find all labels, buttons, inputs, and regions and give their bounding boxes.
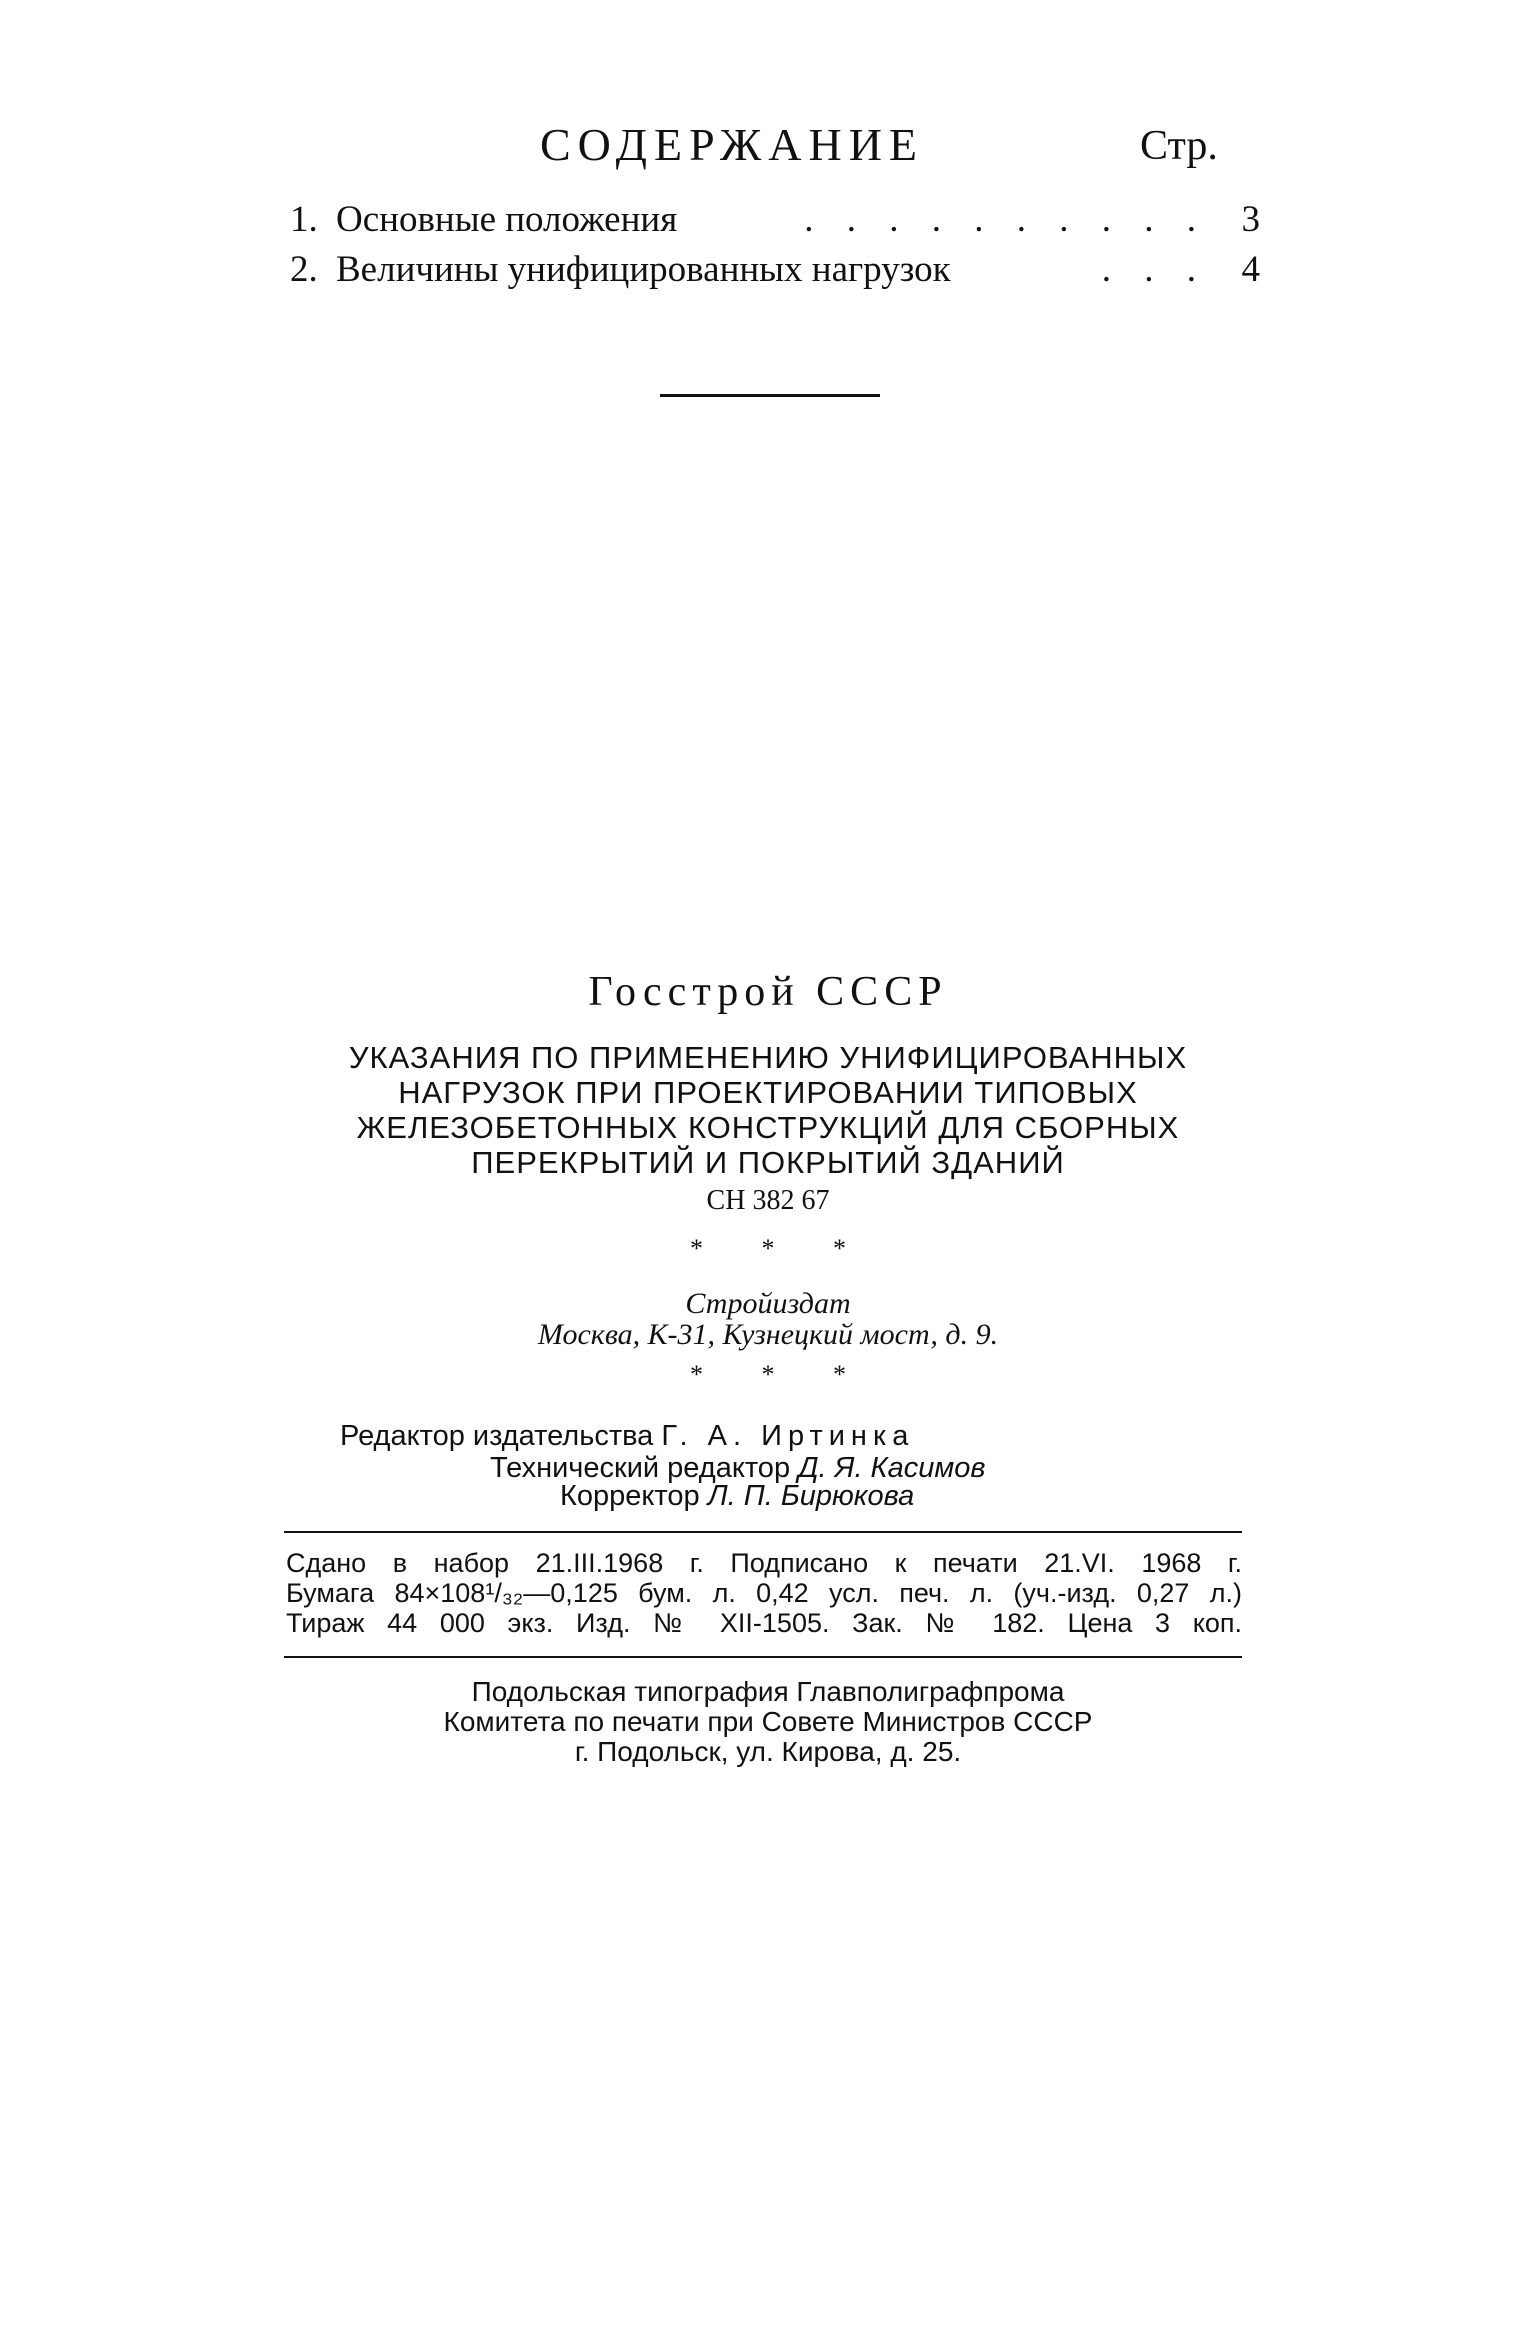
toc-entry-page: 3: [1241, 199, 1260, 240]
production-line: Тираж 44 000 экз. Изд. № XII-1505. Зак. № 182. Цена 3 коп.: [286, 1608, 1242, 1638]
document-title-line: ЖЕЛЕЗОБЕТОННЫХ КОНСТРУКЦИЙ ДЛЯ СБОРНЫХ: [356, 1110, 1180, 1145]
document-title: [0, 1040, 1536, 1180]
horizontal-rule: [284, 1656, 1242, 1658]
credit-name: Л. П. Бирюкова: [707, 1480, 915, 1512]
credit-name: Г. А. Иртинка: [661, 1420, 915, 1452]
toc-entry-number: 1.: [290, 199, 318, 240]
toc-entry-page: 4: [1241, 249, 1260, 290]
printer-line: г. Подольск, ул. Кирова, д. 25.: [574, 1736, 962, 1767]
toc-entry-number: 2.: [290, 249, 318, 290]
toc-entry[interactable]: [290, 248, 1260, 296]
contents-page-column-header: Стр.: [1140, 123, 1218, 169]
publisher-name: Стройиздат: [685, 1287, 851, 1320]
horizontal-rule: [284, 1531, 1242, 1533]
toc-dot-leader: . . . . . . . . . .: [804, 199, 1208, 240]
section-divider: [660, 394, 880, 397]
asterism-separator: * * *: [690, 1360, 872, 1389]
credit-corrector: [560, 1480, 914, 1513]
toc-entry[interactable]: [290, 198, 1260, 246]
document-title-line: ПЕРЕКРЫТИЙ И ПОКРЫТИЙ ЗДАНИЙ: [471, 1145, 1065, 1180]
credit-role: Корректор: [560, 1480, 700, 1512]
publisher-address: Москва, К-31, Кузнецкий мост, д. 9.: [537, 1318, 999, 1351]
document-code: СН 382 67: [706, 1185, 830, 1216]
printer-line: Подольская типография Главполиграфпрома: [471, 1676, 1065, 1707]
contents-title: СОДЕРЖАНИЕ: [540, 119, 925, 170]
asterism-separator: * * *: [690, 1234, 872, 1263]
document-title-line: УКАЗАНИЯ ПО ПРИМЕНЕНИЮ УНИФИЦИРОВАННЫХ: [348, 1040, 1188, 1075]
printer-line: Комитета по печати при Совете Министров СССР: [443, 1706, 1093, 1737]
credit-role: Технический редактор: [490, 1452, 791, 1484]
credit-role: Редактор издательства: [340, 1420, 654, 1452]
toc-dot-leader: . . .: [1101, 249, 1208, 290]
toc-entry-label: Основные положения: [336, 199, 678, 240]
credit-name: Д. Я. Касимов: [798, 1452, 986, 1484]
document-title-line: НАГРУЗОК ПРИ ПРОЕКТИРОВАНИИ ТИПОВЫХ: [398, 1075, 1138, 1110]
production-line: Сдано в набор 21.III.1968 г. Подписано к печати 21.VI. 1968 г.: [286, 1548, 1242, 1578]
production-line: Бумага 84×108¹/₃₂—0,125 бум. л. 0,42 усл. печ. л. (уч.-изд. 0,27 л.): [286, 1578, 1242, 1608]
credit-editor: [340, 1420, 914, 1453]
toc-entry-label: Величины унифицированных нагрузок: [336, 249, 951, 290]
organization-name: Госстрой СССР: [588, 969, 948, 1015]
